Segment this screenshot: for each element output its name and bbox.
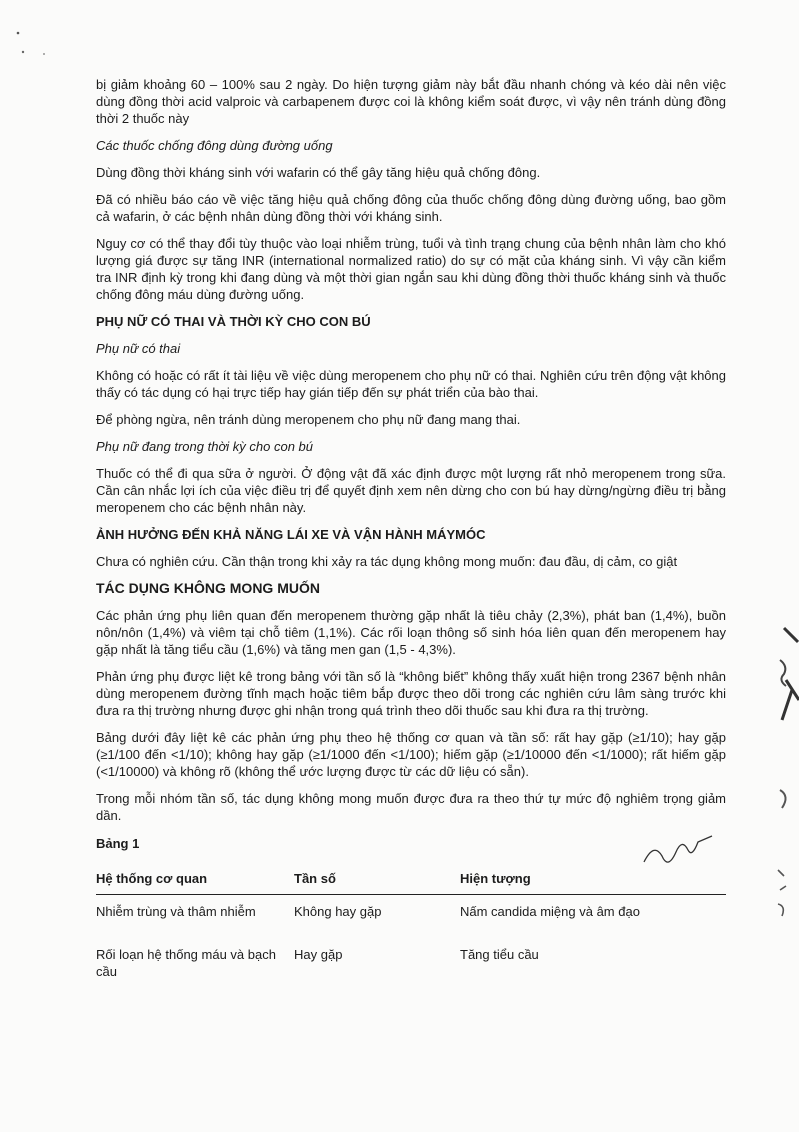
subheading-lactation: Phụ nữ đang trong thời kỳ cho con bú (96, 439, 314, 454)
column-header-organ-system: Hệ thống cơ quan (96, 865, 294, 895)
paragraph-pregnancy-data: Không có hoặc có rất ít tài liệu về việc dùng meropenem cho phụ nữ có thai. Nghiên cứu trên động vật không thấy có tác dụng có hại trực tiếp hay gián tiếp đến sự phát triển của bào thai. (96, 368, 726, 400)
scan-speck-top-left (14, 30, 54, 60)
table-cell-phenomenon: Tăng tiểu cầu (460, 947, 539, 962)
paragraph-common-adverse: Các phản ứng phụ liên quan đến meropenem thường gặp nhất là tiêu chảy (2,3%), phát ban (1,4%), buồn nôn/nôn (1,4%) và viêm tại chỗ tiêm (1,1%). Các rối loạn thông số sinh hóa liên quan đến meropenem hay gặp nhất là tăng tiểu cầu (1,6%) và tăng men gan (1,5 - 4,3%). (96, 608, 726, 657)
table-header-row (96, 865, 726, 895)
column-header-phenomenon: Hiện tượng (460, 865, 726, 895)
table-cell-organ-system: Rối loạn hệ thống máu và bạch cầu (96, 947, 276, 979)
heading-adverse-effects: TÁC DỤNG KHÔNG MONG MUỐN (96, 580, 320, 596)
table-cell-phenomenon: Nấm candida miệng và âm đạo (460, 904, 640, 919)
paragraph-pregnancy-precaution: Để phòng ngừa, nên tránh dùng meropenem cho phụ nữ đang mang thai. (96, 412, 521, 427)
paragraph-frequency-definitions: Bảng dưới đây liệt kê các phản ứng phụ theo hệ thống cơ quan và tần số: rất hay gặp (≥1/10); hay gặp (≥1/100 đến <1/10); không hay gặp (≥1/1000 đến <1/100); hiếm gặp (≥1/10000 đến <1/1000); rất hiếm gặp (<1/10000) và không rõ (không thể ước lượng được từ các dữ liệu có sẵn). (96, 730, 726, 779)
stamp-fragment-right-edge (770, 620, 799, 920)
table-cell-frequency: Không hay gặp (294, 904, 382, 919)
table-row (96, 938, 726, 998)
document-body (96, 76, 726, 998)
paragraph-severity-order: Trong mỗi nhóm tần số, tác dụng không mong muốn được đưa ra theo thứ tự mức độ nghiêm trọng giảm dần. (96, 791, 726, 823)
table-row (96, 895, 726, 939)
paragraph-driving: Chưa có nghiên cứu. Cần thận trong khi xảy ra tác dụng không mong muốn: đau đầu, dị cảm, co giật (96, 554, 678, 569)
adverse-effects-table (96, 865, 726, 998)
paragraph-valproic-carbapenem: bị giảm khoảng 60 – 100% sau 2 ngày. Do hiện tượng giảm này bắt đầu nhanh chóng và kéo dài nên việc dùng đồng thời acid valproic và carbapenem được coi là không kiểm soát được, vì vậy nên tránh dùng đồng thời 2 thuốc này (96, 77, 726, 126)
column-header-frequency: Tần số (294, 865, 460, 895)
table-cell-frequency: Hay gặp (294, 947, 343, 962)
paragraph-wafarin-effect: Dùng đồng thời kháng sinh với wafarin có thể gây tăng hiệu quả chống đông. (96, 165, 541, 180)
paragraph-anticoagulant-reports: Đã có nhiều báo cáo về việc tăng hiệu quả chống đông của thuốc chống đông dùng đường uống, bao gồm cả wafarin, ở các bệnh nhân dùng đồng thời với kháng sinh. (96, 192, 726, 224)
subheading-oral-anticoagulants: Các thuốc chống đông dùng đường uống (96, 138, 333, 153)
heading-pregnancy-lactation: PHỤ NỮ CÓ THAI VÀ THỜI KỲ CHO CON BÚ (96, 314, 371, 329)
table-title: Bảng 1 (96, 836, 140, 851)
heading-driving-machinery: ẢNH HƯỞNG ĐẾN KHẢ NĂNG LÁI XE VÀ VẬN HÀNH MÁYMÓC (96, 527, 486, 542)
subheading-pregnancy: Phụ nữ có thai (96, 341, 181, 356)
paragraph-lactation: Thuốc có thể đi qua sữa ở người. Ở động vật đã xác định được một lượng rất nhỏ meropenem trong sữa. Cần cân nhắc lợi ích của việc điều trị để quyết định xem nên dừng cho con bú hay dừng/ngừng điều trị bằng meropenem cho các bệnh nhân này. (96, 466, 726, 515)
paragraph-inr-monitoring: Nguy cơ có thể thay đổi tùy thuộc vào loại nhiễm trùng, tuổi và tình trạng chung của bệnh nhân làm cho khó lượng giá được sự tăng INR (international normalized ratio) do sự có mặt của kháng sinh. Vì vậy cần kiểm tra INR định kỳ trong khi đang dùng và một thời gian ngắn sau khi dùng đồng thời thuốc kháng sinh và thuốc chống đông máu dùng đường uống. (96, 236, 726, 302)
paragraph-unknown-frequency: Phản ứng phụ được liệt kê trong bảng với tần số là “không biết” không thấy xuất hiện trong 2367 bệnh nhân dùng meropenem đường tĩnh mạch hoặc tiêm bắp được theo dõi trong các nghiên cứu lâm sàng trước khi đưa ra thị trường nhưng được ghi nhận trong quá trình theo dõi thuốc sau khi đưa ra thị trường. (96, 669, 726, 718)
table-cell-organ-system: Nhiễm trùng và thâm nhiễm (96, 904, 256, 919)
